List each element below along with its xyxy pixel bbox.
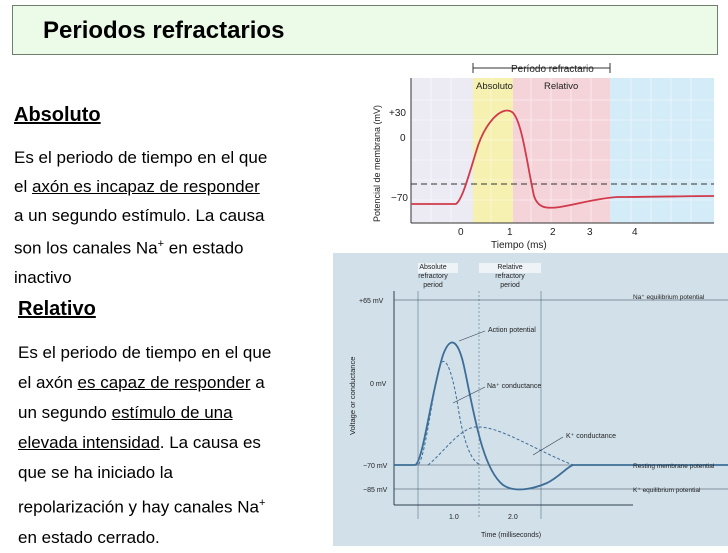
ytick2-minus85: −85 mV (363, 487, 388, 494)
xtick2-2: 2.0 (508, 514, 518, 521)
absolute-line-2: el axón es incapaz de responder (14, 177, 260, 196)
relative-line-2: el axón es capaz de responder a (18, 373, 265, 392)
absolute-region-label: Absoluto (476, 81, 513, 92)
relative-region-label: Relativo (544, 81, 579, 92)
title-banner (12, 5, 718, 55)
relative-heading: Relativo (18, 298, 96, 320)
xtick-2: 2 (550, 227, 556, 238)
na-conductance-annotation: Na⁺ conductance (487, 383, 542, 390)
na-equilibrium-label: Na⁺ equilibrium potential (633, 294, 705, 301)
xtick-4: 4 (632, 227, 638, 238)
xtick2-1: 1.0 (449, 514, 459, 521)
absolute-emphasis: axón es incapaz de responder (31, 177, 260, 196)
relative-emphasis-3: elevada intensidad (18, 433, 160, 452)
absolute-line-4: son los canales Na+ en estado (14, 238, 244, 258)
y-axis-label-2: Voltage or conductance (348, 356, 357, 435)
resting-membrane-label: Resting membrane potential (633, 463, 715, 470)
ytick-minus70: −70 (391, 193, 408, 204)
relative-window-label: Relative refractory period (495, 264, 525, 289)
relative-emphasis-1: es capaz de responder (77, 373, 251, 392)
k-conductance-annotation: K⁺ conductance (566, 433, 617, 440)
x-axis-label-2: Time (milliseconds) (481, 532, 542, 539)
refractory-period-figure-es (366, 60, 718, 252)
absolute-window-label: Absolute refractory period (418, 264, 448, 289)
absolute-line-5: inactivo (14, 267, 72, 287)
relative-description (18, 338, 271, 553)
ytick-plus30: +30 (389, 108, 406, 119)
ytick2-plus65: +65 mV (359, 298, 384, 305)
relative-line-5: que se ha iniciado la (18, 463, 174, 482)
ytick2-minus70: −70 mV (363, 463, 388, 470)
xtick-1: 1 (507, 227, 513, 238)
absolute-line-3: a un segundo estímulo. La causa (14, 206, 265, 225)
y-axis-label: Potencial de membrana (mV) (372, 104, 382, 222)
relative-line-3: un segundo estímulo de una (18, 403, 233, 422)
xtick-0: 0 (458, 227, 464, 238)
action-potential-annotation: Action potential (488, 327, 536, 334)
refractory-period-figure-en (333, 253, 728, 546)
x-axis-label: Tiempo (ms) (491, 240, 547, 251)
page-title: Periodos refractarios (43, 17, 285, 44)
relative-line-1: Es el periodo de tiempo en el que (18, 343, 272, 362)
absolute-description (14, 143, 267, 292)
xtick-3: 3 (587, 227, 593, 238)
k-equilibrium-label: K⁺ equilibrium potential (633, 487, 701, 494)
relative-line-4: elevada intensidad. La causa es (18, 433, 261, 452)
absolute-heading: Absoluto (14, 104, 101, 126)
period-label: Período refractario (511, 64, 594, 75)
relative-emphasis-2: estímulo de una (111, 403, 233, 422)
relative-line-6: repolarización y hay canales Na+ (18, 497, 266, 517)
ytick2-0: 0 mV (370, 381, 387, 388)
ytick-0: 0 (400, 133, 406, 144)
absolute-line-1: Es el periodo de tiempo en el que (14, 148, 268, 167)
relative-line-7: en estado cerrado. (18, 527, 160, 547)
